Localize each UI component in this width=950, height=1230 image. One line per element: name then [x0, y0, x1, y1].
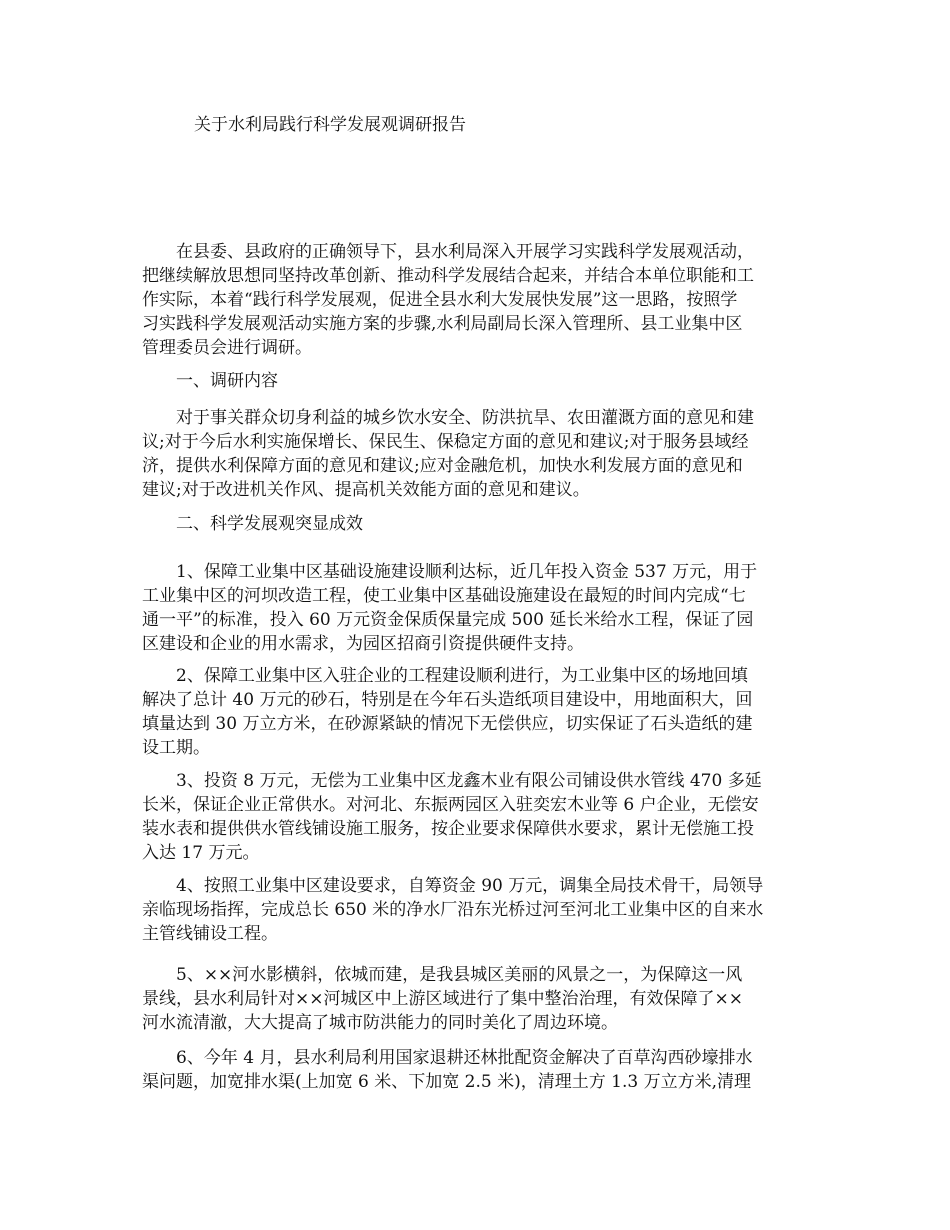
- text-line: 解决了总计 40 万元的砂石，特别是在今年石头造纸项目建设中，用地面积大，回: [142, 690, 753, 710]
- text-line: 长米，保证企业正常供水。对河北、东振两园区入驻奕宏木业等 6 户企业，无偿安: [142, 795, 759, 815]
- text-line: 入达 17 万元。: [142, 843, 260, 863]
- text-line: 6、今年 4 月，县水利局利用国家退耕还林批配资金解决了百草沟西砂壕排水: [142, 1048, 753, 1068]
- text-line: 1、保障工业集中区基础设施建设顺利达标，近几年投入资金 537 万元，用于: [142, 562, 758, 582]
- paragraph-item-6: [142, 1046, 810, 1094]
- text-line: 设工期。: [142, 738, 210, 758]
- heading-line: 二、科学发展观突显成效: [142, 514, 363, 534]
- text-line: 亲临现场指挥，完成总长 650 米的净水厂沿东光桥过河至河北工业集中区的自来水: [142, 900, 764, 920]
- text-line: 管理委员会进行调研。: [142, 338, 312, 358]
- paragraph-item-5: [142, 963, 810, 1035]
- paragraph-research-content: [142, 406, 810, 502]
- text-line: 填量达到 30 万立方米，在砂源紧缺的情况下无偿供应，切实保证了石头造纸的建: [142, 714, 753, 734]
- text-line: 议;对于今后水利实施保增长、保民生、保稳定方面的意见和建议;对于服务县域经: [142, 432, 749, 452]
- text-line: 景线，县水利局针对××河城区中上游区域进行了集中整治治理，有效保障了××: [142, 989, 743, 1009]
- text-line: 3、投资 8 万元，无偿为工业集中区龙鑫木业有限公司铺设供水管线 470 多延: [142, 771, 762, 791]
- text-line: 建议;对于改进机关作风、提高机关效能方面的意见和建议。: [142, 480, 590, 500]
- paragraph-item-3: [142, 769, 810, 865]
- text-line: 5、××河水影横斜，依城而建，是我县城区美丽的风景之一，为保障这一风: [142, 965, 743, 985]
- paragraph-intro: [142, 240, 810, 360]
- text-line: 2、保障工业集中区入驻企业的工程建设顺利进行，为工业集中区的场地回填: [142, 666, 748, 686]
- document-title: 关于水利局践行科学发展观调研报告: [194, 115, 466, 135]
- section-heading-achievements: [142, 512, 810, 536]
- text-line: 在县委、县政府的正确领导下，县水利局深入开展学习实践科学发展观活动，: [142, 242, 754, 262]
- text-line: 作实际，本着“践行科学发展观，促进全县水利大发展快发展”这一思路，按照学: [142, 290, 738, 310]
- paragraph-item-2: [142, 664, 810, 760]
- text-line: 对于事关群众切身利益的城乡饮水安全、防洪抗旱、农田灌溉方面的意见和建: [142, 408, 754, 428]
- text-line: 把继续解放思想同坚持改革创新、推动科学发展结合起来，并结合本单位职能和工: [142, 266, 754, 286]
- text-line: 4、按照工业集中区建设要求，自筹资金 90 万元，调集全局技术骨干，局领导: [142, 876, 764, 896]
- paragraph-item-1: [142, 560, 810, 656]
- text-line: 济，提供水利保障方面的意见和建议;应对金融危机，加快水利发展方面的意见和: [142, 456, 743, 476]
- text-line: 通一平”的标准，投入 60 万元资金保质保量完成 500 延长米给水工程，保证了园: [142, 610, 754, 630]
- text-line: 工业集中区的河坝改造工程，使工业集中区基础设施建设在最短的时间内完成“七: [142, 586, 746, 606]
- heading-line: 一、调研内容: [142, 371, 278, 391]
- text-line: 河水流清澈，大大提高了城市防洪能力的同时美化了周边环境。: [142, 1013, 618, 1033]
- text-line: 区建设和企业的用水需求，为园区招商引资提供硬件支持。: [142, 634, 584, 654]
- section-heading-research-content: [142, 369, 810, 393]
- text-line: 渠问题，加宽排水渠(上加宽 6 米、下加宽 2.5 米)，清理土方 1.3 万立方米,清理: [142, 1072, 751, 1092]
- text-line: 装水表和提供供水管线铺设施工服务，按企业要求保障供水要求，累计无偿施工投: [142, 819, 754, 839]
- text-line: 习实践科学发展观活动实施方案的步骤,水利局副局长深入管理所、县工业集中区: [142, 314, 743, 334]
- paragraph-item-4: [142, 874, 810, 946]
- text-line: 主管线铺设工程。: [142, 924, 278, 944]
